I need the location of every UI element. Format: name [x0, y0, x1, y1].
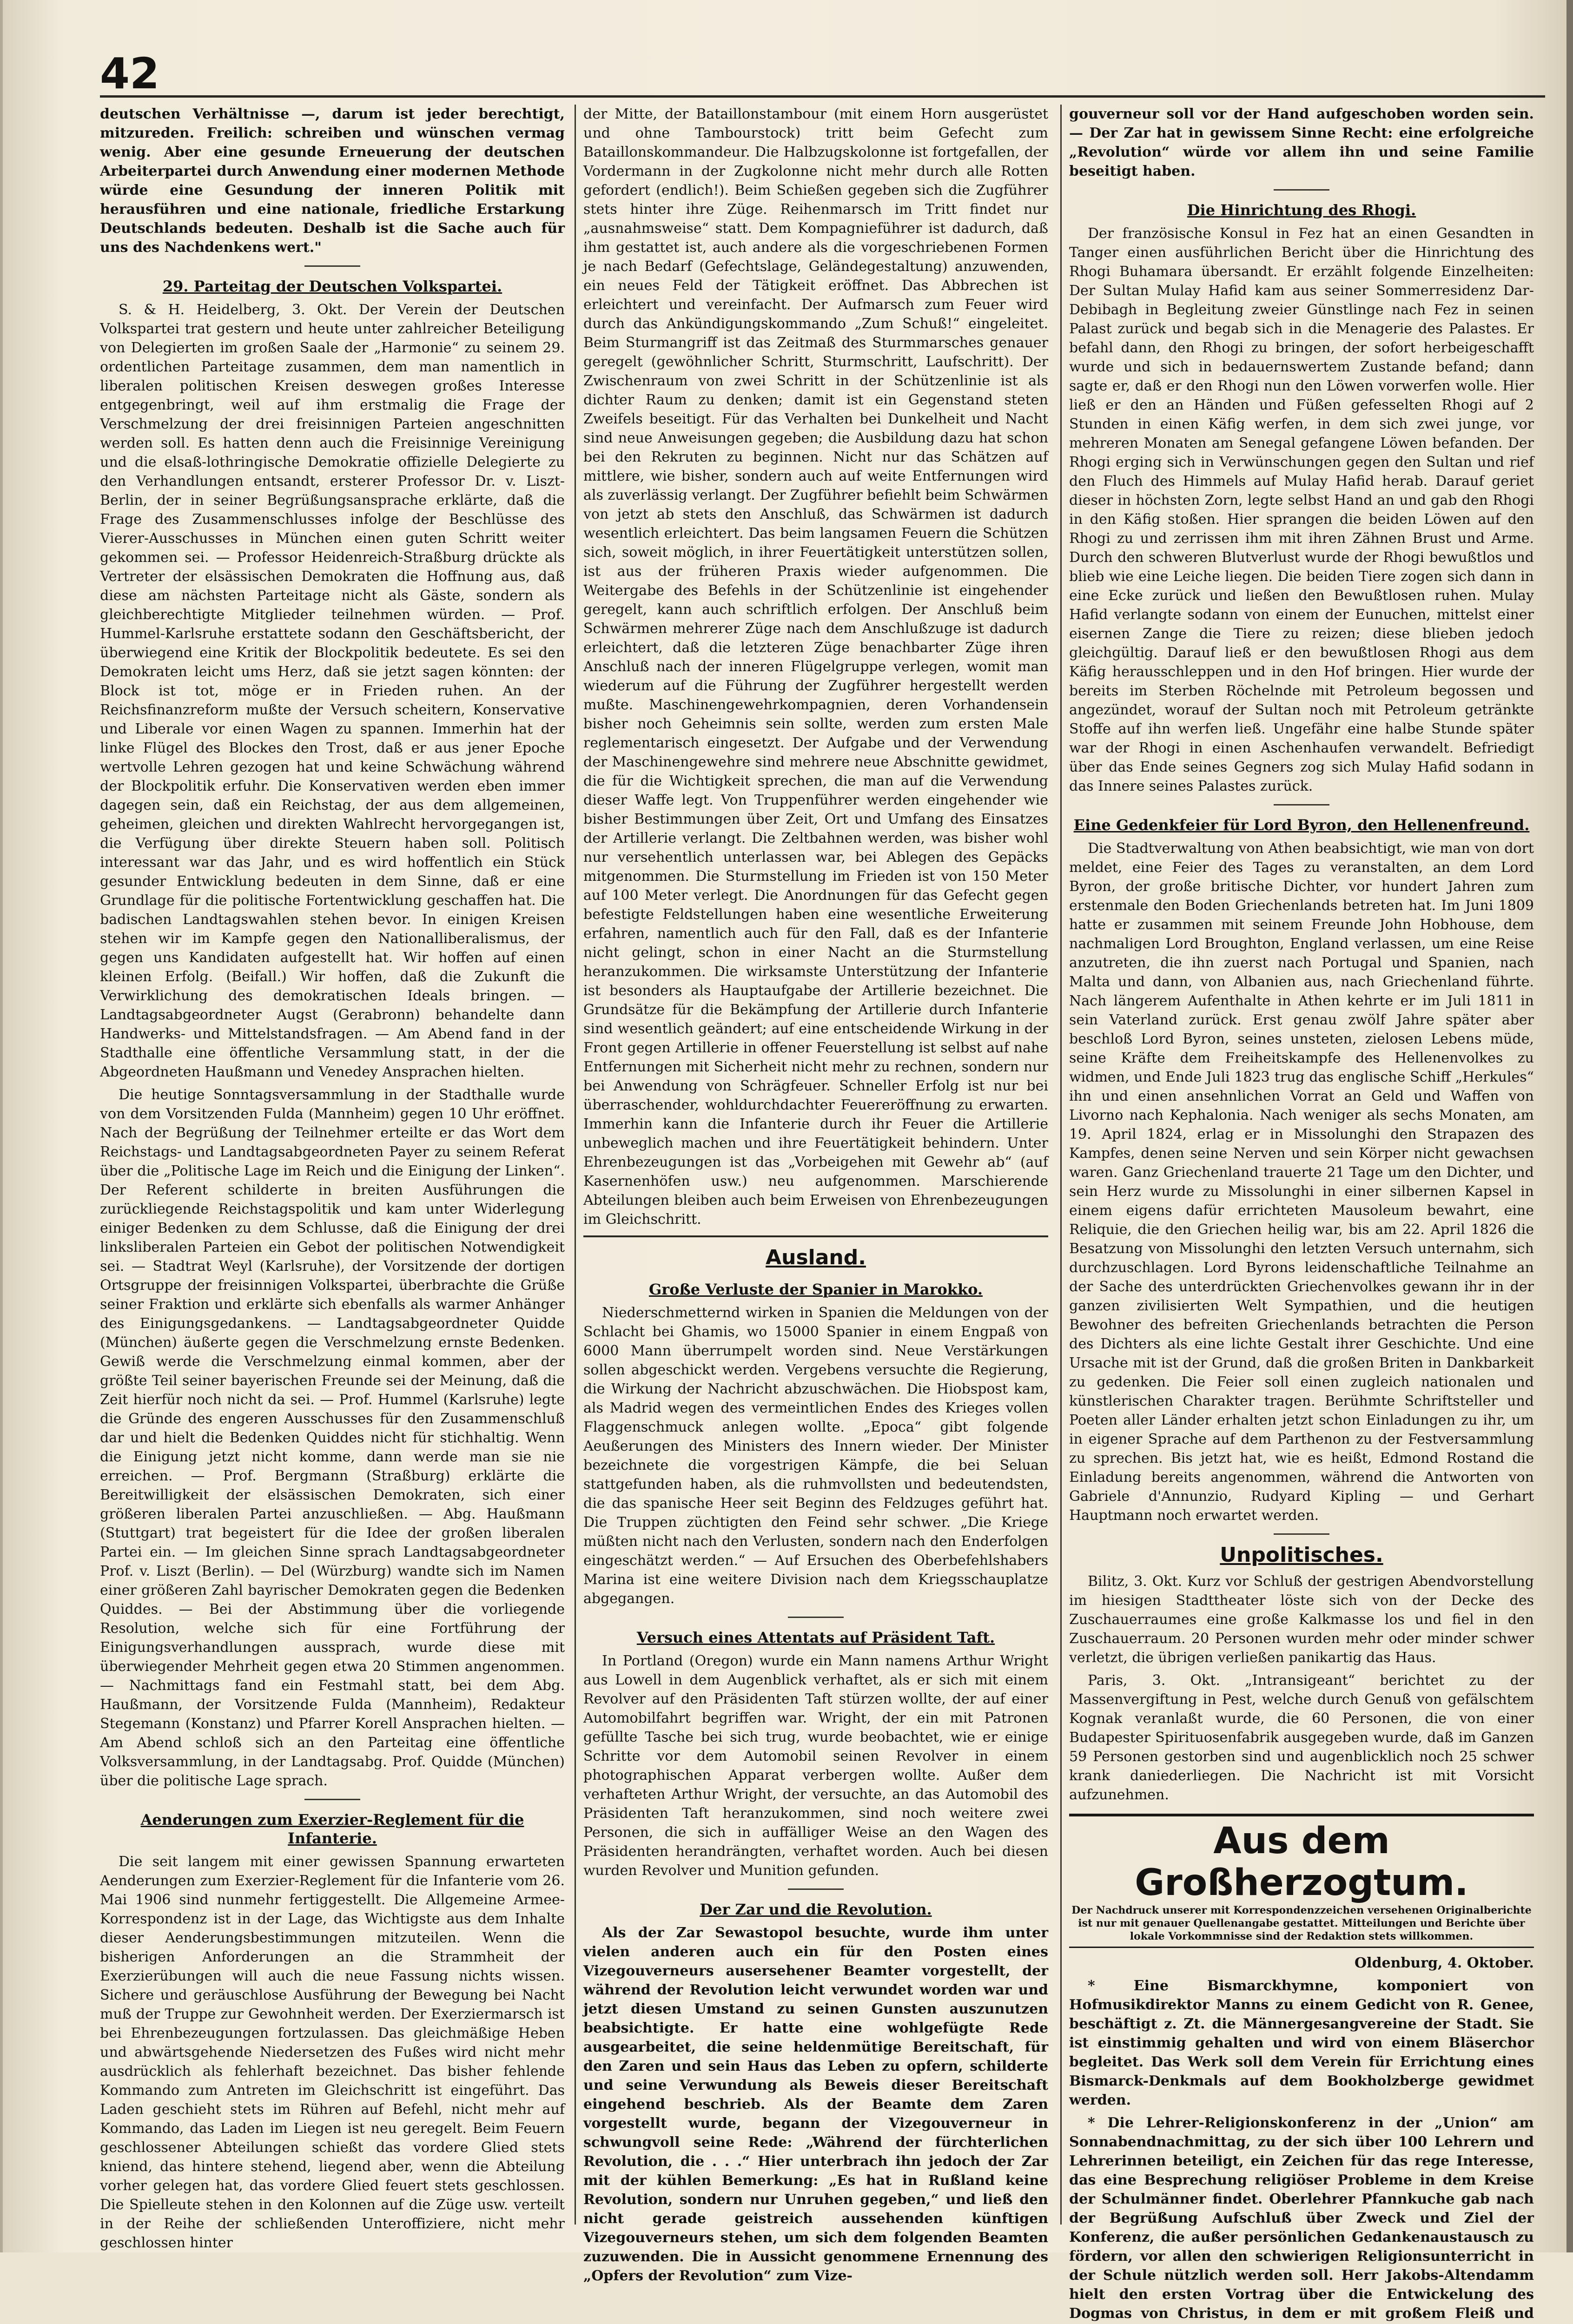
article-continuation: gouverneur soll vor der Hand aufgeschoben worden sein. — Der Zar hat in gewissem Sinne Recht: eine erfolgreiche „Revolution“ würde vor allem ihn und seine Familie beseitigt haben.	[1069, 106, 1534, 179]
article-paragraph: Als der Zar Sewastopol besuchte, wurde ihm unter vielen anderen auch ein für den Posten eines Vizegouverneurs ausersehener Beamter vorgestellt, der während der Revolution leicht verwundet worden war und jetzt diesen Umstand zu seinen Gunsten auszunutzen beabsichtigte. Er hatte eine wohlgefügte Rede ausgearbeitet, die seine heldenmütige Bereitschaft, für den Zaren und sein Haus das Leben zu opfern, schilderte und seine Verwundung als Beweis dieser Bereitschaft eingehend beschrieb. Als der Beamte dem Zaren vorgestellt wurde, begann der Vizegouverneur in schwungvoll seine Rede: „Während der fürchterlichen Revolution, die . . .“ Hier unterbrach ihn jedoch der Zar mit der kühlen Bemerkung: „Es hat in Rußland keine Revolution, sondern nur Unruhen gegeben,“ und ließ den nicht gerade geistreich aussehenden künftigen Vizegouverneurs stehen, um sich dem folgenden Beamten zuzuwenden. Die in Aussicht genommene Ernennung des „Opfers der Revolution“ zum Vize-	[583, 1925, 1048, 2284]
article-continuation: der Mitte, der Bataillonstambour (mit einem Horn ausgerüstet und ohne Tambourstock) tritt beim Gefecht zum Bataillonskommandeur. Die Halbzugskolonne ist fortgefallen, der Vordermann in der Zugkolonne nicht mehr durch alle Rotten gefordert (endlich!). Beim Schießen gegeben sich die Zugführer stets hinter ihre Züge. Reihenmarsch im Tritt findet nur „ausnahmsweise“ statt. Dem Kompagnieführer ist dadurch, daß ihm gestattet ist, auch andere als die vorgeschriebenen Formen je nach Bedarf (Gefechtslage, Geländegestaltung) anzuwenden, ein neues Feld der Tätigkeit eröffnet. Das Abbrechen ist erleichtert und vereinfacht. Der Aufmarsch zum Feuer wird durch das Ankündigungskommando „Zum Schuß!“ eingeleitet. Beim Sturmangriff ist das Zeitmaß des Sturmmarsches genauer geregelt (gewöhnlicher Schritt, Sturmschritt, Laufschritt). Der Zwischenraum von zwei Schritt in der Schützenlinie ist als dichter Raum zu denken; damit ist ein Gegenstand steten Zweifels beseitigt. Für das Verhalten bei Dunkelheit und Nacht sind neue Anweisungen gegeben; die Ausbildung dazu hat schon bei den Rekruten zu beginnen. Nicht nur das Schätzen auf mittlere, wie bisher, sondern auch auf weite Entfernungen wird als zuverlässig verlangt. Der Zugführer befiehlt beim Schwärmen von jetzt ab stets den Anschluß, das Schwärmen ist dadurch wesentlich erleichtert. Das beim langsamen Feuern die Schützen sich, soweit möglich, in ihrer Feuertätigkeit unterstützen sollen, ist aus der früheren Praxis wieder aufgenommen. Die Weitergabe des Befehls in der Schützenlinie ist eingehender geregelt, kann auch schriftlich erfolgen. Der Anschluß beim Schwärmen mehrerer Züge nach dem Anschlußzuge ist dadurch erleichtert, daß die letzteren Züge benachbarter Züge ihren Anschluß nach der inneren Flügelgruppe verlegen, womit man wiederum auf die Führung der Zugführer hergestellt werden mußte. Maschinengewehrkompagnien, deren Vorhandensein bisher noch Geheimnis sein sollte, werden zum ersten Male reglementarisch eingesetzt. Der Aufgabe und der Verwendung der Maschinengewehre sind mehrere neue Abschnitte gewidmet, die für die Wichtigkeit sprechen, die man auf die Verwendung dieser Waffe legt. Von Truppenführer werden eingehender wie bisher Bestimmungen über Zeit, Ort und Umfang des Einsatzes der Artillerie verlangt. Die Zeltbahnen werden, was bisher wohl nur versehentlich unterlassen war, bei Ablegen des Gepäcks mitgenommen. Die Sturmstellung im Frieden ist von 150 Meter auf 100 Meter verlegt. Die Anordnungen für das Gefecht gegen befestigte Feldstellungen haben eine wesentliche Erweiterung erfahren, namentlich auch für den Fall, daß es der Infanterie nicht gelingt, schon in einer Nacht an die Sturmstellung heranzukommen. Die wirksamste Unterstützung der Infanterie ist besonders als Hauptaufgabe der Artillerie bezeichnet. Die Grundsätze für die Bekämpfung der Artillerie durch Infanterie sind wesentlich geändert; auf eine entscheidende Wirkung in der Front gegen Artillerie in offener Feuerstellung ist selbst auf nahe Entfernungen mit Sicherheit nicht mehr zu rechnen, sondern nur bei Anwendung von Schrägfeuer. Schneller Erfolg ist nur bei überraschender, wohldurchdachter Feuereröffnung zu erwarten. Immerhin kann die Infanterie durch ihr Feuer die Artillerie unbeweglich machen und ihre Feuertätigkeit behindern. Unter Ehrenbezeugungen ist das „Vorbeigehen mit Gewehr ab“ (auf Kasernenhöfen usw.) neu aufgenommen. Marschierende Abteilungen bleiben auch beim Erweisen von Ehrenbezeugungen im Gleichschritt.	[583, 106, 1049, 1228]
separator	[1274, 804, 1329, 805]
section-title-ausland: Ausland.	[766, 1246, 866, 1269]
separator	[304, 1799, 360, 1800]
page-edge-shadow	[1566, 0, 1573, 2252]
headline-parteitag: 29. Parteitag der Deutschen Volkspartei.	[162, 277, 502, 295]
article-paragraph: * Eine Bismarckhymne, komponiert von Hofmusikdirektor Manns zu einem Gedicht von R. Genee, beschäftigt z. Zt. die Männergesangvereine der Stadt. Sie ist einstimmig gehalten und wird von einem Bläserchor begleitet. Das Werk soll dem Verein für Errichtung eines Bismarck-Denkmals auf dem Bookholzberge gewidmet werden.	[1069, 1978, 1534, 2108]
separator	[1274, 1533, 1329, 1535]
article-paragraph: Niederschmetternd wirken in Spanien die Meldungen von der Schlacht bei Ghamis, wo 15000 Spanier in einem Engpaß von 6000 Mann überrumpelt worden sind. Neue Verstärkungen sollen abgeschickt werden. Vergebens versuchte die Regierung, die Wirkung der Nachricht abzuschwächen. Die Hiobspost kam, als Madrid wegen des vermeintlichen Endes des Krieges vollen Flaggenschmuck anlegen wollte. „Epoca“ gibt folgende Aeußerungen des Ministers des Innern wieder. Der Minister bezeichnete die vorgestrigen Kämpfe, die bei Seluan stattgefunden haben, als die ruhmvollsten und bedeutendsten, die das spanische Heer seit Beginn des Feldzuges geführt hat. Die Truppen züchtigten den Feind sehr schwer. „Die Kriege müßten nicht nach den Verlusten, sondern nach den Enderfolgen eingeschätzt werden.“ — Auf Ersuchen des Oberbefehlshabers Marina ist eine weitere Division nach dem Kriegsschauplatze abgegangen.	[583, 1305, 1048, 1607]
reprint-note: Der Nachdruck unserer mit Korrespondenzzeichen versehenen Originalberichte ist nur mit genauer Quellenangabe gestattet. Mitteilungen und Berichte über lokale Vorkommnisse sind der Redaktion stets willkommen.	[1071, 1904, 1532, 1942]
section-title-grossherzogtum: Aus dem Großherzogtum.	[1135, 1820, 1468, 1904]
section-box-grossherzogtum	[1069, 1814, 1534, 1948]
separator	[788, 1617, 844, 1618]
separator	[788, 1888, 844, 1890]
article-paragraph: Bilitz, 3. Okt. Kurz vor Schluß der gestrigen Abendvorstellung im hiesigen Stadttheater löste sich von der Decke des Zuschauerraumes eine große Kalkmasse los und fiel in den Zuschauerraum. 20 Personen wurden mehr oder minder schwer verletzt, die übrigen verließen panikartig das Haus.	[1069, 1573, 1534, 1666]
article-paragraph: Die Stadtverwaltung von Athen beabsichtigt, wie man von dort meldet, eine Feier des Tages zu veranstalten, an dem Lord Byron, der große britische Dichter, vor hundert Jahren zum erstenmale den Boden Griechenlands betreten hat. Im Juni 1809 hatte er zusammen mit seinem Freunde John Hobhouse, dem nachmaligen Lord Broughton, England verlassen, um eine Reise anzutreten, die ihn zuerst nach Portugal und Spanien, nach Malta und dann, von Albanien aus, nach Griechenland führte. Nach längerem Aufenthalte in Athen kehrte er im Juli 1811 in sein Vaterland zurück. Erst genau zwölf Jahre später aber beschloß Lord Byron, seines unsteten, zielosen Lebens müde, seine Kräfte dem Freiheitskampfe des Hellenenvolkes zu widmen, und Ende Juli 1823 trug das englische Schiff „Herkules“ ihn und einen ansehnlichen Vorrat an Geld und Waffen von Livorno nach Kephalonia. Nach weniger als sechs Monaten, am 19. April 1824, erlag er in Missolunghi den Strapazen des Kampfes, denen seine Nerven und sein Körper nicht gewachsen waren. Ganz Griechenland trauerte 21 Tage um den Dichter, und sein Herz wurde zu Missolunghi in einer silbernen Kapsel in einem eigens dafür errichteten Mausoleum bewahrt, eine Reliquie, die den Griechen heilig war, bis am 22. April 1826 die Besatzung von Missolunghi den letzten Versuch unternahm, sich durchzuschlagen. Lord Byrons leidenschaftliche Teilnahme an der Sache des unterdrückten Griechenvolkes gewann ihr in der ganzen zivilisierten Welt Sympathien, und die heutigen Bewohner des befreiten Griechenlands betrachten die Person des Dichters als eine lichte Gestalt ihrer Geschichte. Und eine Ursache mit ist der Grund, daß die großen Briten in Dankbarkeit zu gedenken. Die Feier soll einen zugleich nationalen und künstlerischen Charakter tragen. Berühmte Schriftsteller und Poeten aller Länder erhalten jetzt schon Einladungen zu ihr, um in eigener Sprache auf dem Parthenon zu der Festversammlung zu sprechen. Bis jetzt hat, wie es heißt, Edmond Rostand die Einladung bereits angenommen, während die Antworten von Gabriele d'Annunzio, Rudyard Kipling — und Gerhart Hauptmann noch erwartet werden.	[1069, 840, 1534, 1524]
column-1	[100, 105, 565, 2251]
headline-exerzier-reglement: Aenderungen zum Exerzier-Reglement für die Infanterie.	[140, 1811, 524, 1847]
headline-spanier-marokko: Große Verluste der Spanier in Marokko.	[648, 1281, 983, 1298]
column-rule-2	[1060, 105, 1062, 2225]
headline-lord-byron: Eine Gedenkfeier für Lord Byron, den Hellenenfreund.	[1073, 816, 1530, 834]
section-title-unpolitisches: Unpolitisches.	[1220, 1543, 1383, 1567]
headline-hinrichtung-rhogi: Die Hinrichtung des Rhogi.	[1187, 201, 1416, 219]
article-paragraph: In Portland (Oregon) wurde ein Mann namens Arthur Wright aus Lowell in dem Augenblick verhaftet, als er sich mit einem Revolver auf den Präsidenten Taft stürzen wollte, der auf einer Automobilfahrt begriffen war. Wright, der ein mit Patronen gefüllte Tasche bei sich trug, wurde beobachtet, wie er einige Schritte vor dem Automobil seinen Revolver in einem photographischen Apparat verbergen wollte. Außer dem verhafteten Arthur Wright, der versuchte, an das Automobil des Präsidenten Taft heranzukommen, sind noch weitere zwei Personen, die sich in auffälliger Weise an den Wagen des Präsidenten herandrängten, verhaftet worden. Auch bei diesen wurden Revolver und Munition gefunden.	[583, 1653, 1048, 1879]
column-2	[583, 105, 1049, 2284]
section-rule	[583, 1235, 1048, 1237]
column-rule-1	[575, 105, 576, 2225]
article-paragraph: Die heutige Sonntagsversammlung in der Stadthalle wurde von dem Vorsitzenden Fulda (Mannheim) gegen 10 Uhr eröffnet. Nach der Begrüßung der Teilnehmer erteilte er das Wort dem Reichstags- und Landtagsabgeordneten Payer zu seinem Referat über die „Politische Lage im Reich und die Einigung der Linken“. Der Referent schilderte in breiten Ausführungen die zurückliegende Reichstagspolitik und kam unter Widerlegung einiger Bedenken zu dem Schlusse, daß die Einigung der drei linksliberalen Parteien ein Gebot der politischen Notwendigkeit sei. — Stadtrat Weyl (Karlsruhe), der Vorsitzende der dortigen Ortsgruppe der freisinnigen Volkspartei, überbrachte die Grüße seiner Fraktion und erklärte sich ebenfalls als warmer Anhänger des Einigungsgedankens. — Landtagsabgeordneter Quidde (München) äußerte gegen die Verschmelzung ernste Bedenken. Gewiß werde die Verschmelzung einmal kommen, aber der größte Teil seiner bayerischen Freunde sei der Meinung, daß die Zeit hierfür noch nicht da sei. — Prof. Hummel (Karlsruhe) legte die Gründe des engeren Ausschusses für den Zusammenschluß dar und hielt die Bedenken Quiddes nicht für stichhaltig. Wenn die Einigung jetzt nicht komme, dann werde man sie nie erreichen. — Prof. Bergmann (Straßburg) erklärte die Bereitwilligkeit der elsässischen Demokraten, sich einer größeren liberalen Partei anzuschließen. — Abg. Haußmann (Stuttgart) trat begeistert für die Idee der großen liberalen Partei ein. — Im gleichen Sinne sprach Landtagsabgeordneter Prof. v. Liszt (Berlin). — Del (Würzburg) wandte sich im Namen einer größeren Zahl bayrischer Demokraten gegen die Bedenken Quiddes. — Bei der Abstimmung über die vorliegende Resolution, welche sich für eine Fortführung der Einigungsverhandlungen aussprach, wurde diese mit überwiegender Mehrheit gegen etwa 20 Stimmen angenommen. — Nachmittags fand ein Festmahl statt, bei dem Abg. Haußmann, der Vorsitzende Fulda (Mannheim), Redakteur Stegemann (Konstanz) und Pfarrer Korell Ansprachen hielten. — Am Abend schloß sich an den Parteitag eine öffentliche Volksversammlung, in der Landtagsabg. Prof. Quidde (München) über die politische Lage sprach.	[100, 1087, 565, 1789]
page-number: 42	[100, 49, 160, 99]
headline-attentat-taft: Versuch eines Attentats auf Präsident Taft.	[636, 1629, 995, 1646]
separator	[304, 265, 360, 267]
headline-zar-revolution: Der Zar und die Revolution.	[700, 1901, 932, 1918]
separator	[1274, 189, 1329, 191]
article-paragraph: Der französische Konsul in Fez hat an einen Gesandten in Tanger einen ausführlichen Bericht über die Hinrichtung des Rhogi Buhamara übersandt. Er erzählt folgende Einzelheiten: Der Sultan Mulay Hafid kam aus seiner Sommerresidenz Dar-Debibagh in Begleitung zweier Günstlinge nach Fez in seinen Palast zurück und begab sich in die Menagerie des Palastes. Er befahl dann, den Rhogi zu bringen, der sofort herbeigeschafft wurde und sich in bedauernswertem Zustande befand; dann sagte er, daß er den Rhogi nun den Löwen vorwerfen wolle. Hier ließ er den an Händen und Füßen gefesselten Rhogi auf 2 Stunden in einen Käfig werfen, in dem sich zwei junge, vor mehreren Monaten am Senegal gefangene Löwen befanden. Der Rhogi erging sich in Verwünschungen gegen den Sultan und rief den Fluch des Himmels auf Mulay Hafid herab. Darauf geriet dieser in höchsten Zorn, legte selbst Hand an und gab den Rhogi in den Käfig stoßen. Hier sprangen die beiden Löwen auf den Rhogi zu und zerrissen ihm mit ihren Zähnen Brust und Arme. Durch den schweren Blutverlust wurde der Rhogi bewußtlos und blieb wie eine Leiche liegen. Die beiden Tiere zogen sich dann in eine Ecke zurück und ließen den Bewußtlosen ruhen. Mulay Hafid verlangte sodann von einem der Eunuchen, mittelst einer eisernen Zange die Tiere zu reizen; diese blieben jedoch gleichgültig. Darauf ließ er den bewußtlosen Rhogi aus dem Käfig herausschleppen und in den Hof bringen. Hier wurde der bereits im Sterben Röchelnde mit Petroleum begossen und angezündet, worauf der Sultan noch mit Petroleum getränkte Stoffe auf ihn werfen ließ. Ungefähr eine halbe Stunde später war der Rhogi in einen Aschenhaufen verwandelt. Befriedigt über das Ende seines Gegners zog sich Mulay Hafid sodann in das Innere seines Palastes zurück.	[1069, 225, 1534, 794]
article-continuation: deutschen Verhältnisse —, darum ist jeder berechtigt, mitzureden. Freilich: schreiben und wünschen vermag wenig. Aber eine gesunde Erneuerung der deutschen Arbeiterpartei durch Anwendung einer modernen Methode würde eine Gesundung der inneren Politik mit herausführen und eine nationale, friedliche Erstarkung Deutschlands bedeuten. Deshalb ist die Sache auch für uns des Nachdenkens wert."	[100, 106, 565, 256]
article-paragraph: S. & H. Heidelberg, 3. Okt. Der Verein der Deutschen Volkspartei trat gestern und heute unter zahlreicher Beteiligung von Delegierten im großen Saale der „Harmonie“ zu seinem 29. ordentlichen Parteitage zusammen, dem man namentlich in liberalen politischen Kreisen deswegen großes Interesse entgegenbringt, weil auf ihm erstmalig die Frage der Verschmelzung der drei freisinnigen Parteien angeschnitten werden soll. Es hatten denn auch die Freisinnige Vereinigung und die elsaß-lothringische Demokratie offizielle Delegierte zu den Verhandlungen entsandt, ersterer Professor Dr. v. Liszt-Berlin, der in seiner Begrüßungsansprache erklärte, daß die Frage des Zusammenschlusses infolge der Beschlüsse des Vierer-Ausschusses in München einen guten Schritt weiter gekommen sei. — Professor Heidenreich-Straßburg drückte als Vertreter der elsässischen Demokraten die Hoffnung aus, daß diese am nächsten Parteitage nicht als Gäste, sondern als gleichberechtigte Mitglieder teilnehmen würden. — Prof. Hummel-Karlsruhe erstattete sodann den Geschäftsbericht, der überwiegend eine Kritik der Blockpolitik bedeutete. Es sei den Demokraten leicht ums Herz, daß sie jetzt sagen könnten: der Block ist tot, möge er in Frieden ruhen. An der Reichsfinanzreform mußte der Versuch scheitern, Konservative und Liberale vor einen Wagen zu spannen. Immerhin hat der linke Flügel des Blockes den Trost, daß er aus jener Epoche wertvolle Lehren gezogen hat und keine Schwächung während der Blockpolitik erfuhr. Die Konservativen werden eben immer dagegen sein, daß ein Reichstag, der aus dem allgemeinen, geheimen, gleichen und direkten Wahlrecht hervorgegangen ist, die Verfügung über direkte Steuern haben soll. Politisch interessant war das Jahr, und es wird hoffentlich ein Stück gesunder Entwicklung bedeuten in dem Sinne, daß er eine Grundlage für die politische Fortentwicklung geschaffen hat. Die badischen Landtagswahlen stehen bevor. In einigen Kreisen stehen wir im Kampfe gegen den Nationalliberalismus, der gegen uns Kandidaten aufgestellt hat. Wir hoffen auf einen kleinen Erfolg. (Beifall.) Wir hoffen, daß die Zukunft die Verwirklichung des demokratischen Ideals bringen. — Landtagsabgeordneter Augst (Gerabronn) behandelte dann Handwerks- und Mittelstandsfragen. — Am Abend fand in der Stadthalle eine öffentliche Versammlung statt, in der die Abgeordneten Haußmann und Venedey Ansprachen hielten.	[100, 302, 565, 1080]
article-paragraph: Paris, 3. Okt. „Intransigeant“ berichtet zu der Massenvergiftung in Pest, welche durch Genuß von gefälschtem Kognak veranlaßt wurde, die 60 Personen, die von einer Budapester Spirituosenfabrik ausgegeben wurde, daß im Ganzen 59 Personen gestorben sind und augenblicklich noch 25 schwer krank daniederliegen. Die Nachricht ist mit Vorsicht aufzunehmen.	[1069, 1672, 1534, 1803]
article-paragraph: * Die Lehrer-Religionskonferenz in der „Union“ am Sonnabendnachmittag, zu der sich über 100 Lehrern und Lehrerinnen beteiligt, ein Zeichen für das rege Interesse, das eine Besprechung religiöser Probleme in dem Kreise der Schulmänner findet. Oberlehrer Pfannkuche gab nach der Begrüßung Aufschluß über Zweck und Ziel der Konferenz, die außer persönlichen Gedankenaustausch zu fördern, vor allen den schwierigen Religionsunterricht in der Schule nützlich werden soll. Herr Jakobs-Altendamm hielt den ersten Vortrag über die Entwickelung des Dogmas von Christus, in dem er mit großem Fleiß und	[1069, 2115, 1534, 2322]
page-fold-shadow	[0, 0, 3, 2252]
article-paragraph: Die seit langem mit einer gewissen Spannung erwarteten Aenderungen zum Exerzier-Reglement für die Infanterie vom 26. Mai 1906 sind nunmehr fertiggestellt. Die Allgemeine Armee-Korrespondenz ist in der Lage, das Wichtigste aus dem Inhalte dieser Aenderungsbestimmungen mitzuteilen. Wenn die bisherigen Anforderungen an die Strammheit der Exerzierübungen will auch die neue Fassung nichts wissen. Sichere und geräuschlose Ausführung der Bewegung bei Nacht muß der Truppe zur Gewohnheit werden. Der Exerziermarsch ist bei Ehrenbezeugungen fortzulassen. Das gleichmäßige Heben und abwärtsgehende Niedersetzen des Fußes wird nicht mehr ausdrücklich als fehlerhaft bezeichnet. Das bisher fehlende Kommando zum Antreten im Gleichschritt ist eingeführt. Das Laden geschieht stets im Rühren auf Befehl, nicht mehr auf Kommando, das Laden im Liegen ist neu geregelt. Beim Feuern geschlossener Abteilungen schießt das vordere Glied stets kniend, das hintere stehend, liegend aber, wenn die Abteilung vorher gelegen hat, das vordere Glied feuert stets geschlossen. Die Spielleute stehen in den Kolonnen auf die Züge usw. verteilt in der Reihe der schließenden Unteroffiziere, nicht mehr geschlossen hinter	[100, 1854, 565, 2251]
dateline: Oldenburg, 4. Oktober.	[1355, 1955, 1534, 1971]
column-3	[1069, 105, 1534, 2322]
header-rule	[100, 95, 1545, 98]
